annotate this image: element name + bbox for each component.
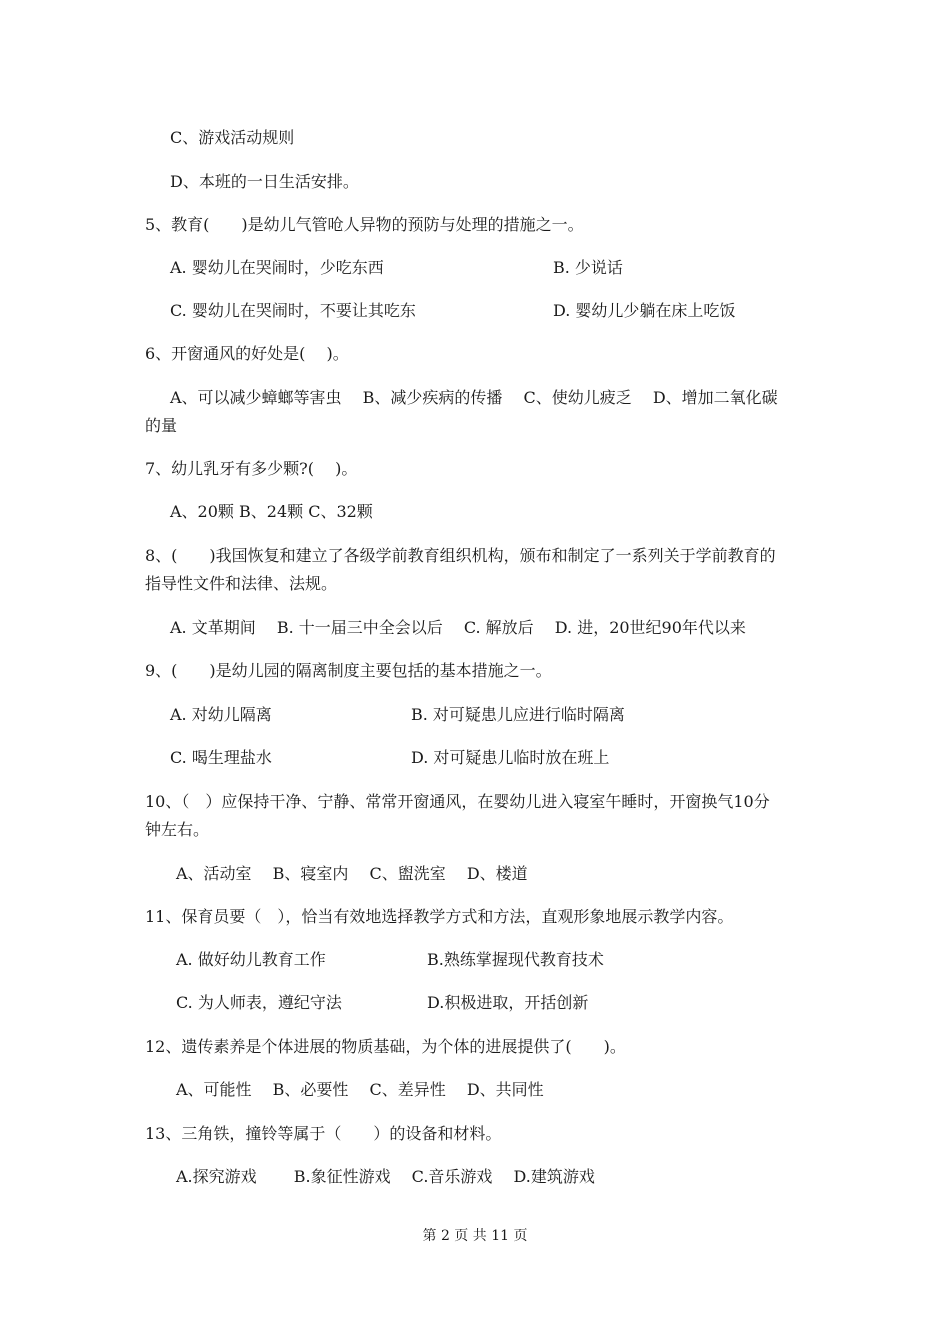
q9-option-d: D. 对可疑患儿临时放在班上 <box>411 748 610 767</box>
q6-options-wrap: 的量 <box>145 416 178 435</box>
q11-option-c: C. 为人师表，遵纪守法 <box>176 993 342 1012</box>
q4-option-d: D、本班的一日生活安排。 <box>170 172 359 191</box>
q7-stem: 7、幼儿乳牙有多少颗?( )。 <box>145 459 358 478</box>
q10-stem-wrap: 钟左右。 <box>145 820 210 839</box>
q11-option-b: B.熟练掌握现代教育技术 <box>427 950 604 969</box>
q9-option-c: C. 喝生理盐水 <box>170 748 272 767</box>
q10-stem: 10、（ ）应保持干净、宁静、常常开窗通风，在婴幼儿进入寝室午睡时，开窗换气10分 <box>145 792 770 811</box>
q9-stem: 9、( )是幼儿园的隔离制度主要包括的基本措施之一。 <box>145 661 552 680</box>
q9-option-a: A. 对幼儿隔离 <box>170 705 272 724</box>
q12-options: A、可能性 B、必要性 C、差异性 D、共同性 <box>176 1080 544 1099</box>
q11-stem: 11、保育员要（ ），恰当有效地选择教学方式和方法，直观形象地展示教学内容。 <box>145 907 734 926</box>
q5-stem: 5、教育( )是幼儿气管呛人异物的预防与处理的措施之一。 <box>145 215 584 234</box>
q5-option-a: A. 婴幼儿在哭闹时，少吃东西 <box>170 258 384 277</box>
q11-option-d: D.积极进取，开括创新 <box>427 993 589 1012</box>
q13-stem: 13、三角铁，撞铃等属于（ ）的设备和材料。 <box>145 1124 502 1143</box>
q5-option-b: B. 少说话 <box>553 258 623 277</box>
q8-options: A. 文革期间 B. 十一届三中全会以后 C. 解放后 D. 进，20世纪90年代以来 <box>170 618 746 637</box>
q6-options: A、可以减少蟑螂等害虫 B、减少疾病的传播 C、使幼儿疲乏 D、增加二氧化碳 <box>170 388 778 407</box>
q7-options: A、20颗 B、24颗 C、32颗 <box>170 502 373 521</box>
q11-option-a: A. 做好幼儿教育工作 <box>176 950 326 969</box>
page-footer: 第 2 页 共 11 页 <box>422 1228 528 1244</box>
q13-options: A.探究游戏 B.象征性游戏 C.音乐游戏 D.建筑游戏 <box>176 1167 595 1186</box>
q8-stem-wrap: 指导性文件和法律、法规。 <box>145 574 338 593</box>
q9-option-b: B. 对可疑患儿应进行临时隔离 <box>411 705 625 724</box>
q5-option-d: D. 婴幼儿少躺在床上吃饭 <box>553 301 736 320</box>
q4-option-c: C、游戏活动规则 <box>170 128 295 147</box>
q8-stem: 8、( )我国恢复和建立了各级学前教育组织机构，颁布和制定了一系列关于学前教育的 <box>145 546 776 565</box>
q5-option-c: C. 婴幼儿在哭闹时，不要让其吃东 <box>170 301 416 320</box>
q12-stem: 12、遗传素养是个体进展的物质基础，为个体的进展提供了( )。 <box>145 1037 626 1056</box>
q10-options: A、活动室 B、寝室内 C、盥洗室 D、楼道 <box>176 864 528 883</box>
q6-stem: 6、开窗通风的好处是( )。 <box>145 344 349 363</box>
